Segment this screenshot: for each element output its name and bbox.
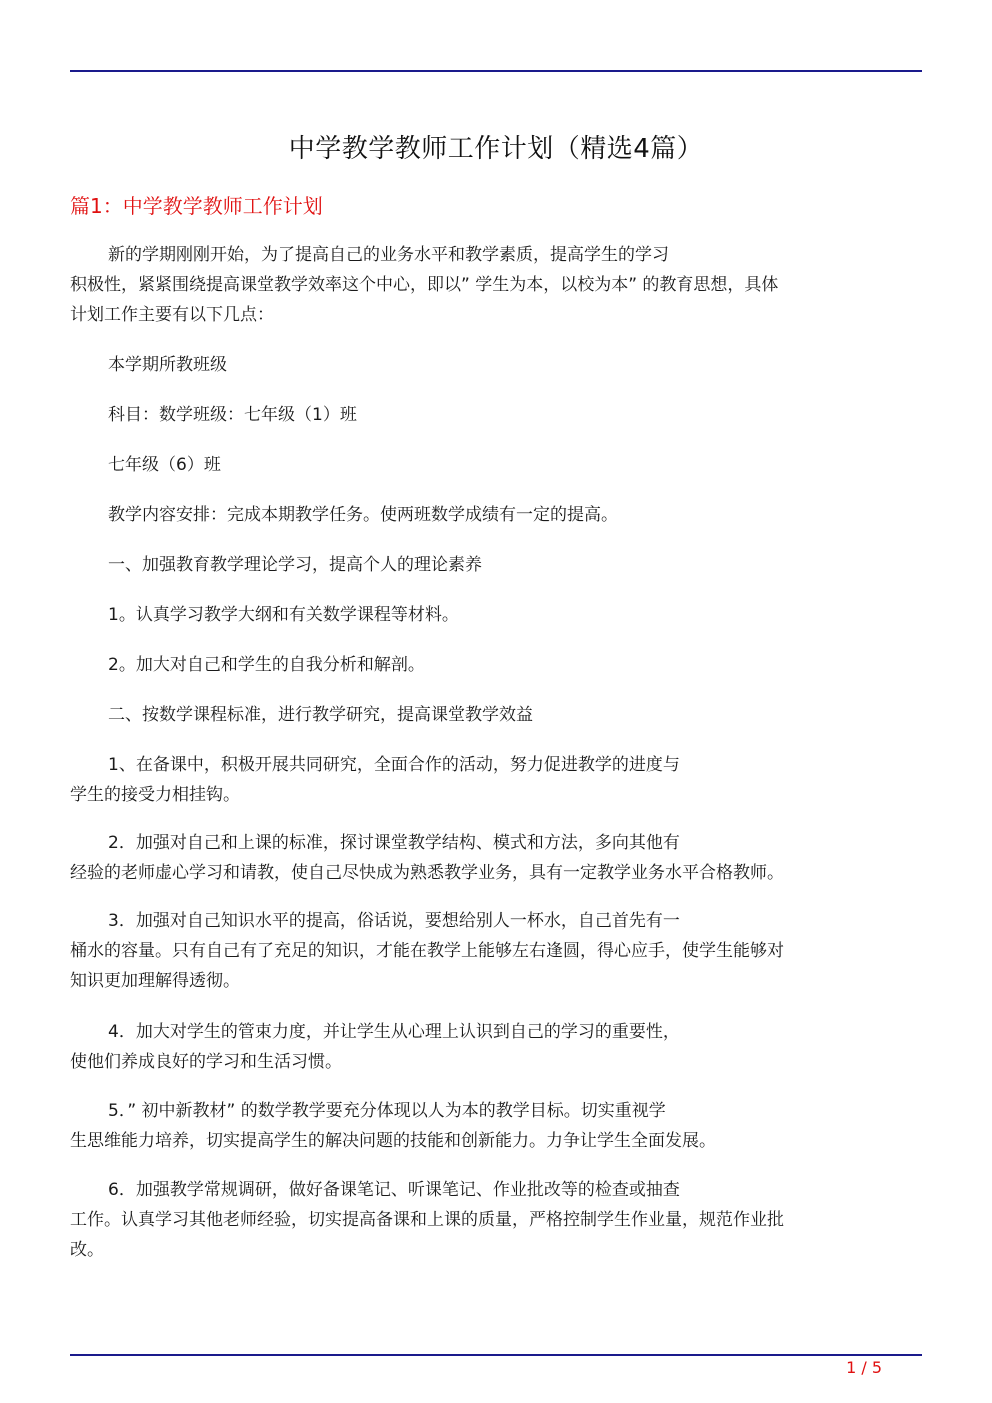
paragraph: [70, 650, 922, 680]
paragraph-line: 经验的老师虚心学习和请教，使自己尽快成为熟悉教学业务，具有一定教学业务水平合格教师。: [70, 863, 784, 883]
paragraph: [70, 550, 922, 580]
paragraph-line: 2．加强对自己和上课的标准，探讨课堂教学结构、模式和方法，多向其他有: [108, 833, 680, 853]
paragraph-line: 知识更加理解得透彻。: [70, 971, 240, 991]
paragraph-line: 本学期所教班级: [108, 355, 227, 375]
paragraph: [70, 700, 922, 730]
paragraph-line: 教学内容安排：完成本期教学任务。使两班数学成绩有一定的提高。: [108, 505, 618, 525]
paragraph-line: 积极性，紧紧围绕提高课堂教学效率这个中心，即以” 学生为本，以校为本” 的教育思想，具体: [70, 275, 779, 295]
paragraph-line: 七年级（6）班: [108, 455, 221, 475]
top-rule: [70, 70, 922, 72]
paragraph-line: 4．加大对学生的管束力度，并让学生从心理上认识到自己的学习的重要性，: [108, 1022, 680, 1042]
paragraph: [70, 350, 922, 380]
paragraph: [70, 906, 922, 996]
paragraph: [70, 240, 922, 330]
paragraph-line: 改。: [70, 1240, 104, 1260]
paragraph-line: 生思维能力培养，切实提高学生的解决问题的技能和创新能力。力争让学生全面发展。: [70, 1131, 716, 1151]
paragraph: [70, 1175, 922, 1265]
paragraph: [70, 828, 922, 888]
paragraph: [70, 1017, 922, 1077]
bottom-rule: [70, 1354, 922, 1356]
paragraph-line: 二、按数学课程标准，进行教学研究，提高课堂教学效益: [108, 705, 533, 725]
paragraph: [70, 600, 922, 630]
paragraph-line: 1、在备课中，积极开展共同研究，全面合作的活动，努力促进教学的进度与: [108, 755, 680, 775]
paragraph: [70, 450, 922, 480]
paragraph-line: 科目：数学班级：七年级（1）班: [108, 405, 357, 425]
paragraph: [70, 750, 922, 810]
paragraph-line: 新的学期刚刚开始，为了提高自己的业务水平和教学素质，提高学生的学习: [108, 245, 669, 265]
paragraph-line: 5．” 初中新教材” 的数学教学要充分体现以人为本的教学目标。切实重视学: [108, 1101, 666, 1121]
paragraph-line: 3．加强对自己知识水平的提高，俗话说，要想给别人一杯水，自己首先有一: [108, 911, 680, 931]
paragraph-line: 2。加大对自己和学生的自我分析和解剖。: [108, 655, 425, 675]
paragraph-line: 学生的接受力相挂钩。: [70, 785, 240, 805]
paragraph-line: 工作。认真学习其他老师经验，切实提高备课和上课的质量，严格控制学生作业量，规范作业批: [70, 1210, 784, 1230]
paragraph-line: 一、加强教育教学理论学习，提高个人的理论素养: [108, 555, 482, 575]
paragraph: [70, 1096, 922, 1156]
paragraph-line: 6．加强教学常规调研，做好备课笔记、听课笔记、作业批改等的检查或抽查: [108, 1180, 680, 1200]
section-heading: 篇1：中学教学教师工作计划: [70, 194, 323, 218]
paragraph: [70, 400, 922, 430]
paragraph: [70, 500, 922, 530]
paragraph-line: 计划工作主要有以下几点：: [70, 305, 274, 325]
document-title: 中学教学教师工作计划（精选4篇）: [288, 134, 704, 164]
paragraph-line: 桶水的容量。只有自己有了充足的知识，才能在教学上能够左右逢圆，得心应手，使学生能够对: [70, 941, 784, 961]
page-indicator: 1 / 5: [846, 1358, 882, 1377]
paragraph-line: 使他们养成良好的学习和生活习惯。: [70, 1052, 342, 1072]
paragraph-line: 1。认真学习教学大纲和有关数学课程等材料。: [108, 605, 459, 625]
